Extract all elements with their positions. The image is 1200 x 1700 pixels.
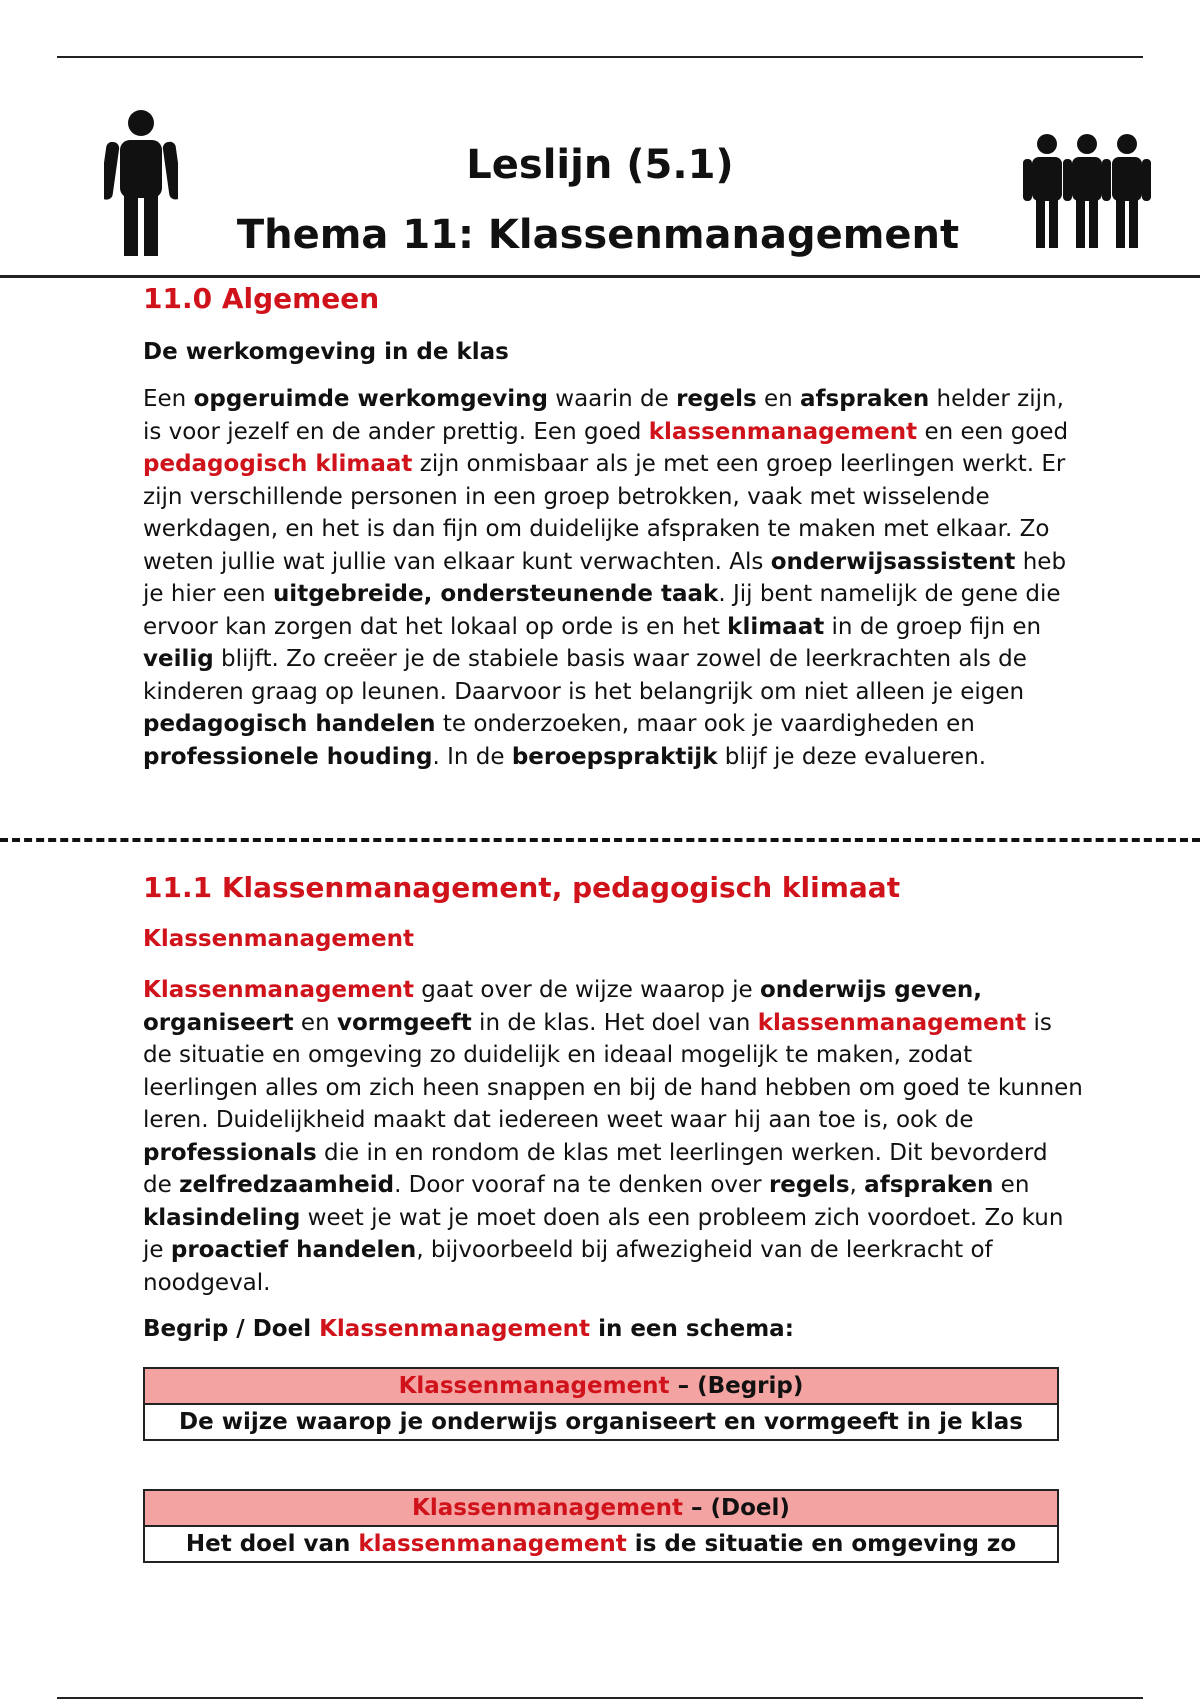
subheading-werkomgeving: De werkomgeving in de klas <box>143 339 509 365</box>
schema-box-doel <box>143 1489 1059 1563</box>
schema-label: Begrip / Doel Klassenmanagement in een schema: <box>143 1316 794 1342</box>
theme-title: Thema 11: Klassenmanagement <box>236 212 960 258</box>
schema-box-doel-body: Het doel van klassenmanagement is de situatie en omgeving zo <box>185 1531 1017 1557</box>
page-title: Leslijn (5.1) <box>466 142 734 188</box>
top-rule <box>57 56 1143 58</box>
header-rule <box>0 275 1200 278</box>
section-heading-klassenmanagement: 11.1 Klassenmanagement, pedagogisch klimaat <box>143 871 901 904</box>
schema-box-begrip-body: De wijze waarop je onderwijs organiseert en vormgeeft in je klas <box>179 1409 1023 1435</box>
section-divider <box>0 838 1200 842</box>
subheading-klassenmanagement: Klassenmanagement <box>143 926 414 952</box>
bottom-rule <box>57 1697 1143 1699</box>
schema-box-begrip <box>143 1367 1059 1441</box>
section-heading-algemeen: 11.0 Algemeen <box>143 282 380 315</box>
schema-box-begrip-header: Klassenmanagement – (Begrip) <box>145 1369 1057 1405</box>
paragraph-algemeen: Een opgeruimde werkomgeving waarin de regels en afspraken helder zijn, is voor jezelf en de ander prettig. Een goed klassenmanagement en een goed pedagogisch klimaat zijn onmisbaar als je met een groep leerlingen werkt. Er zijn verschillende personen in een groep betrokken, vaak met wisselende werkdagen, en het is dan fijn om duidelijke afspraken te maken met elkaar. Zo weten jullie wat jullie van elkaar kunt verwachten. Als onderwijsassistent heb je hier een uitgebreide, ondersteunende taak. Jij bent namelijk de gene die ervoor kan zorgen dat het lokaal op orde is en het klimaat in de groep fijn en veilig blijft. Zo creëer je de stabiele basis waar zowel de leerkrachten als de kinderen graag op leunen. Daarvoor is het belangrijk om niet alleen je eigen pedagogisch handelen te onderzoeken, maar ook je vaardigheden en professionele houding. In de beroepspraktijk blijf je deze evalueren. <box>143 386 1069 770</box>
group-icon <box>1022 132 1152 252</box>
schema-box-doel-header: Klassenmanagement – (Doel) <box>145 1491 1057 1527</box>
paragraph-klassenmanagement: Klassenmanagement gaat over de wijze waarop je onderwijs geven, organiseert en vormgeeft in de klas. Het doel van klassenmanagement is de situatie en omgeving zo duidelijk en ideaal mogelijk te maken, zodat leerlingen alles om zich heen snappen en bij de hand hebben om goed te kunnen leren. Duidelijkheid maakt dat iedereen weet waar hij aan toe is, ook de professionals die in en rondom de klas met leerlingen werken. Dit bevorderd de zelfredzaamheid. Door vooraf na te denken over regels, afspraken en klasindeling weet je wat je moet doen als een probleem zich voordoet. Zo kun je proactief handelen, bijvoorbeeld bij afwezigheid van de leerkracht of noodgeval. <box>143 977 1083 1296</box>
